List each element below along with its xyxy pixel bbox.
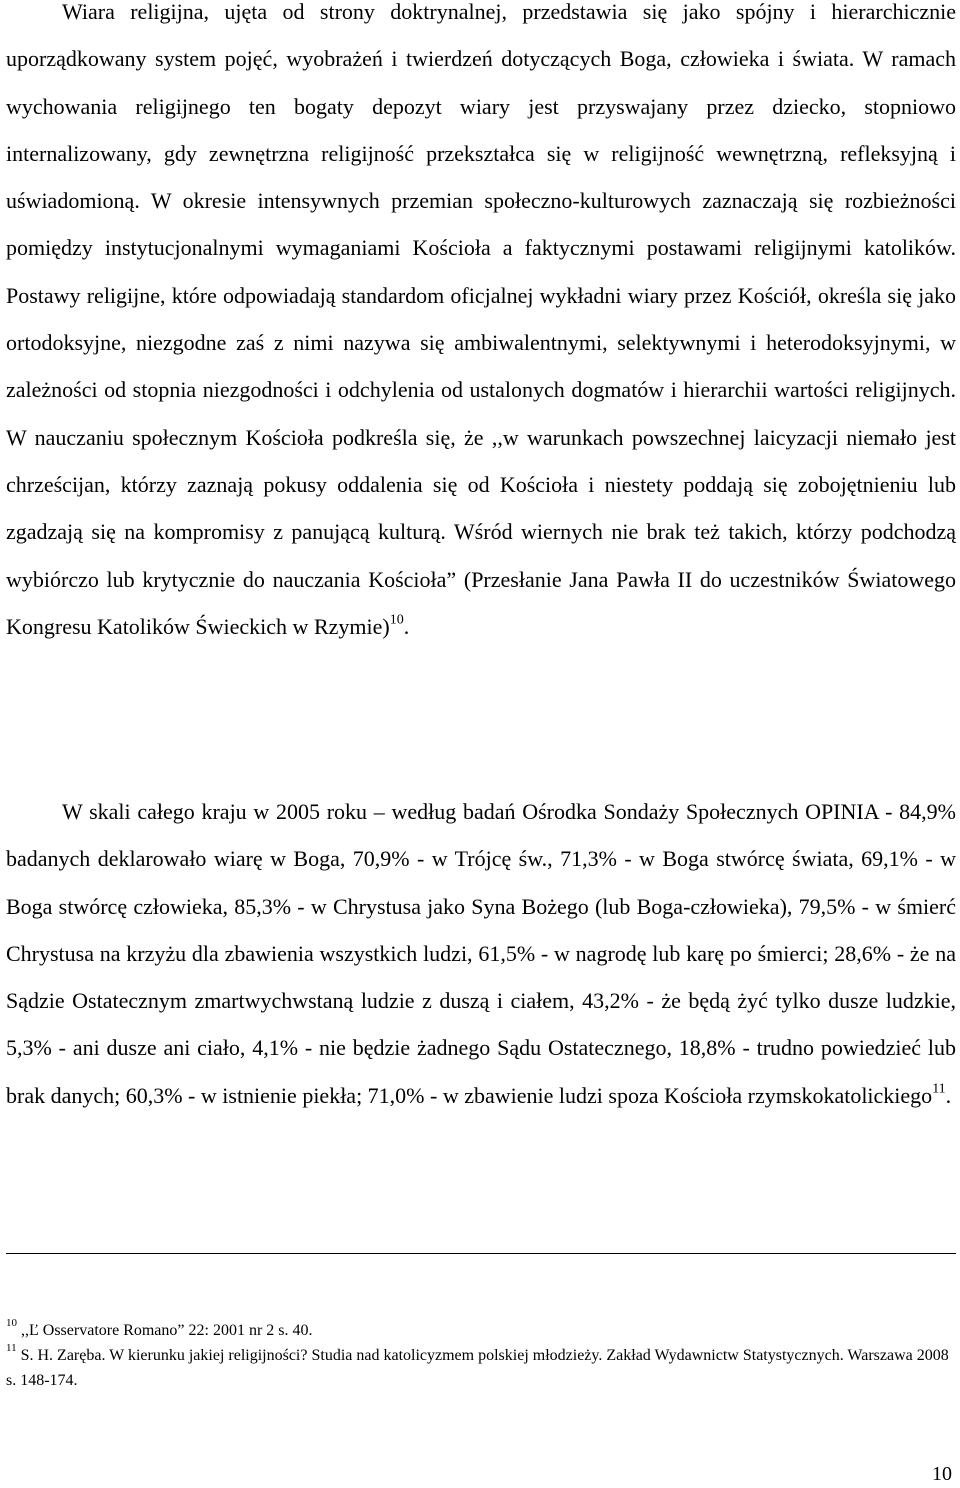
paragraph-2 xyxy=(6,788,956,1119)
footnote-reference-10: 10 xyxy=(389,612,404,628)
paragraph-1-text: Wiara religijna, ujęta od strony doktrynalnej, przedstawia się jako spójny i hierarchicznie uporządkowany system pojęć, wyobrażeń i twierdzeń dotyczących Boga, człowieka i świata. W ramach wychowania religijnego ten bogaty depozyt wiary jest przyswajany przez dziecko, stopniowo internalizowany, gdy zewnętrzna religijność przekształca się w religijność wewnętrzną, refleksyjną i uświadomioną. W okresie intensywnych przemian społeczno-kulturowych zaznaczają się rozbieżności pomiędzy instytucjonalnymi wymaganiami Kościoła a faktycznymi postawami religijnymi katolików. Postawy religijne, które odpowiadają standardom oficjalnej wykładni wiary przez Kościół, określa się jako ortodoksyjne, niezgodne zaś z nimi nazywa się ambiwalentnymi, selektywnymi i heterodoksyjnymi, w zależności od stopnia niezgodności i odchylenia od ustalonych dogmatów i hierarchii wartości religijnych. W nauczaniu społecznym Kościoła podkreśla się, że ,,w warunkach powszechnej laicyzacji niemało jest chrześcijan, którzy zaznają pokusy oddalenia się od Kościoła i niestety poddają się zobojętnieniu lub zgadzają się na kompromisy z panującą kulturą. Wśród wiernych nie brak też takich, którzy podchodzą wybiórczo lub krytycznie do nauczania Kościoła” (Przesłanie Jana Pawła II do uczestników Światowego Kongresu Katolików Świeckich w Rzymie) xyxy=(6,0,956,639)
footnote-11 xyxy=(6,1343,956,1393)
footnote-text: S. H. Zaręba. W kierunku jakiej religijności? Studia nad katolicyzmem polskiej młodzieży. Zakład Wydawnictw Statystycznych. Warszawa 2008 s. 148-174. xyxy=(6,1347,949,1389)
footnote-separator xyxy=(6,1253,956,1254)
footnote-text: ,,Ľ Osservatore Romano” 22: 2001 nr 2 s. 40. xyxy=(21,1322,313,1339)
footnote-number: 10 xyxy=(6,1317,17,1330)
page-content xyxy=(6,0,956,1488)
paragraph-2-end: . xyxy=(945,1082,952,1108)
paragraph-2-text: W skali całego kraju w 2005 roku – według badań Ośrodka Sondaży Społecznych OPINIA - 84,9% badanych deklarowało wiarę w Boga, 70,9% - w Trójcę św., 71,3% - w Boga stwórcę świata, 69,1% - w Boga stwórcę człowieka, 85,3% - w Chrystusa jako Syna Bożego (lub Boga-człowieka), 79,5% - w śmierć Chrystusa na krzyżu dla zbawienia wszystkich ludzi, 61,5% - w nagrodę lub karę po śmierci; 28,6% - że na Sądzie Ostatecznym zmartwychwstaną ludzie z duszą i ciałem, 43,2% - że będą żyć tylko dusze ludzkie, 5,3% - ani dusze ani ciało, 4,1% - nie będzie żadnego Sądu Ostatecznego, 18,8% - trudno powiedzieć lub brak danych; 60,3% - w istnienie piekła; 71,0% - w zbawienie ludzi spoza Kościoła rzymskokatolickiego xyxy=(6,799,956,1108)
page-number: 10 xyxy=(932,1463,952,1485)
paragraph-1-end: . xyxy=(403,613,410,639)
paragraph-1 xyxy=(6,0,956,650)
footnotes xyxy=(6,1318,956,1393)
footnote-reference-11: 11 xyxy=(932,1081,946,1097)
footnote-number: 11 xyxy=(6,1342,17,1355)
footnote-10 xyxy=(6,1318,956,1343)
